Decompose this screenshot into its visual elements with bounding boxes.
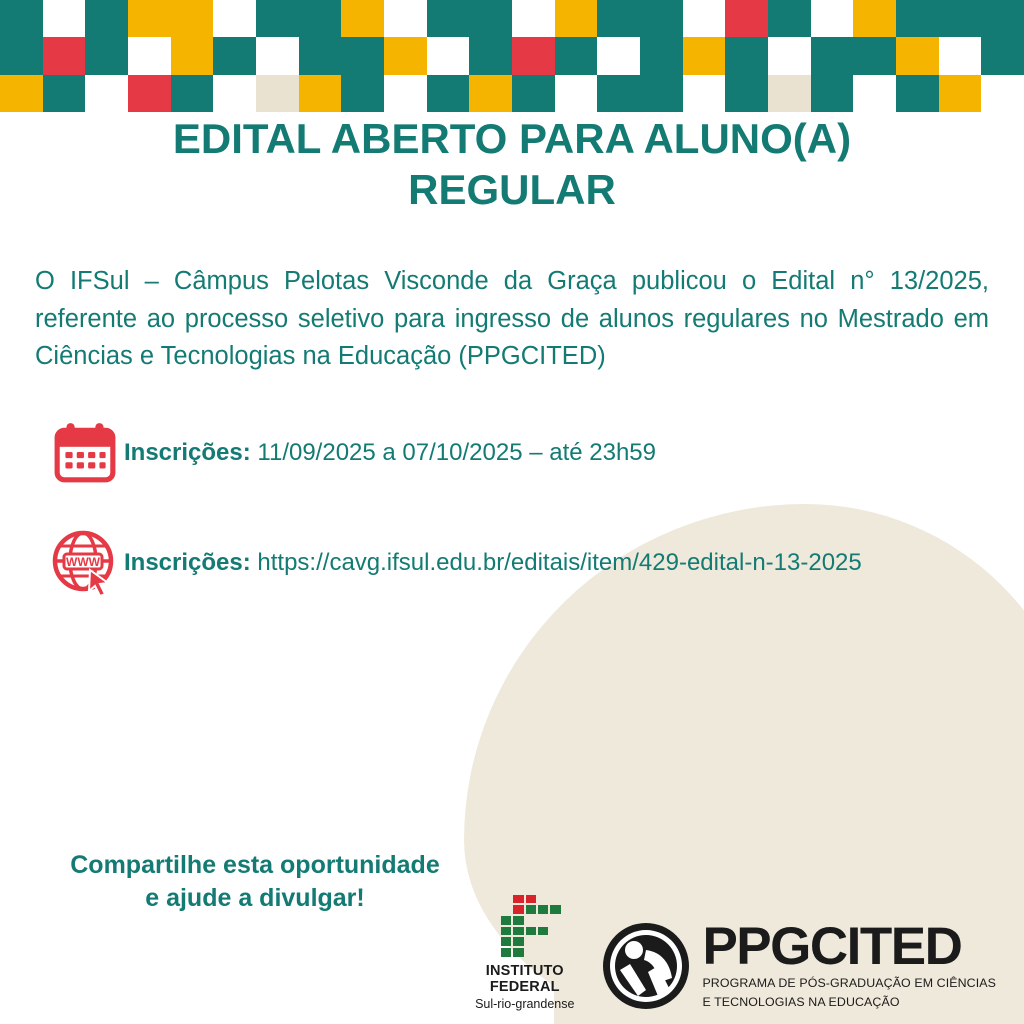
if-mark-cell	[513, 927, 523, 936]
if-mark-cell	[538, 916, 548, 925]
if-mark-cell	[501, 948, 511, 957]
if-mark-cell	[550, 937, 560, 946]
mosaic-cell	[256, 75, 299, 112]
mosaic-cell	[939, 37, 982, 74]
mosaic-cell	[128, 75, 171, 112]
mosaic-cell	[469, 75, 512, 112]
mosaic-cell	[555, 75, 598, 112]
mosaic-cell	[299, 0, 342, 37]
mosaic-cell	[555, 37, 598, 74]
mosaic-cell	[128, 0, 171, 37]
mosaic-cell	[768, 37, 811, 74]
mosaic-cell	[768, 0, 811, 37]
if-mark-cell	[550, 927, 560, 936]
info-value-link[interactable]: https://cavg.ifsul.edu.br/editais/item/429-edital-n-13-2025	[250, 549, 862, 577]
if-mark-cell	[526, 905, 536, 914]
if-mark-cell	[489, 937, 499, 946]
mosaic-cell	[213, 0, 256, 37]
mosaic-header-pattern	[0, 0, 1024, 112]
if-mark-cell	[489, 916, 499, 925]
if-mark-cell	[489, 948, 499, 957]
if-mark-cell	[526, 948, 536, 957]
instituto-federal-mark-icon	[489, 895, 561, 957]
mosaic-cell	[256, 37, 299, 74]
mosaic-cell	[853, 75, 896, 112]
if-mark-cell	[526, 916, 536, 925]
if-mark-cell	[513, 937, 523, 946]
mosaic-cell	[0, 37, 43, 74]
mosaic-cell	[853, 0, 896, 37]
mosaic-cell	[939, 0, 982, 37]
ppgcited-logo	[600, 916, 996, 1012]
if-mark-cell	[489, 895, 499, 904]
mosaic-cell	[896, 0, 939, 37]
mosaic-cell	[469, 37, 512, 74]
mosaic-cell	[597, 0, 640, 37]
info-value-dates: 11/09/2025 a 07/10/2025 – até 23h59	[250, 439, 656, 467]
if-mark-cell	[526, 927, 536, 936]
if-mark-cell	[526, 895, 536, 904]
mosaic-cell	[384, 37, 427, 74]
mosaic-cell	[384, 0, 427, 37]
mosaic-cell	[171, 37, 214, 74]
if-mark-cell	[526, 937, 536, 946]
mosaic-cell	[128, 37, 171, 74]
mosaic-cell	[640, 37, 683, 74]
info-text-dates	[124, 437, 656, 468]
info-row-dates	[30, 420, 994, 486]
mosaic-cell	[427, 37, 470, 74]
mosaic-cell	[725, 37, 768, 74]
if-name-line-1: INSTITUTO	[485, 962, 564, 979]
globe-www-icon	[46, 528, 124, 598]
mosaic-cell	[85, 0, 128, 37]
mosaic-cell	[427, 0, 470, 37]
if-mark-cell	[550, 916, 560, 925]
mosaic-cell	[853, 37, 896, 74]
mosaic-cell	[299, 75, 342, 112]
if-mark-cell	[538, 948, 548, 957]
ppgcited-sub-line-2: E TECNOLOGIAS NA EDUCAÇÃO	[702, 995, 900, 1010]
mosaic-cell	[384, 75, 427, 112]
mosaic-cell	[640, 75, 683, 112]
mosaic-cell	[640, 0, 683, 37]
mosaic-cell	[299, 37, 342, 74]
calendar-icon	[46, 420, 124, 486]
mosaic-cell	[85, 75, 128, 112]
mosaic-cell	[43, 75, 86, 112]
if-mark-cell	[550, 895, 560, 904]
mosaic-cell	[213, 37, 256, 74]
info-label-link: Inscrições:	[124, 549, 251, 577]
mosaic-cell	[256, 0, 299, 37]
ppgcited-mark-icon	[600, 920, 692, 1012]
if-mark-cell	[513, 905, 523, 914]
mosaic-cell	[341, 0, 384, 37]
mosaic-cell	[43, 0, 86, 37]
mosaic-cell	[171, 0, 214, 37]
share-line-1: Compartilhe esta oportunidade	[70, 850, 440, 879]
mosaic-cell	[469, 0, 512, 37]
page-subtitle-teal: EDITAL ABERTO PARA ALUNO(A) REGULAR	[172, 115, 852, 214]
mosaic-cell	[597, 75, 640, 112]
if-mark-cell	[501, 927, 511, 936]
mosaic-cell	[85, 37, 128, 74]
if-mark-cell	[538, 937, 548, 946]
if-mark-cell	[501, 895, 511, 904]
svg-text:WWW: WWW	[66, 554, 100, 569]
mosaic-cell	[512, 75, 555, 112]
info-label-dates: Inscrições:	[124, 439, 251, 467]
mosaic-cell	[171, 75, 214, 112]
if-mark-cell	[550, 948, 560, 957]
description-paragraph: O IFSul – Câmpus Pelotas Visconde da Graça publicou o Edital n° 13/2025, referente ao processo seletivo para ingresso de alunos regulares no Mestrado em Ciências e Tecnologias na Educação (PPGCITED)	[35, 267, 989, 371]
mosaic-cell	[683, 75, 726, 112]
if-mark-cell	[538, 927, 548, 936]
if-mark-cell	[513, 916, 523, 925]
if-name-line-2: FEDERAL	[489, 978, 560, 995]
mosaic-cell	[597, 37, 640, 74]
if-mark-cell	[550, 905, 560, 914]
mosaic-cell	[811, 0, 854, 37]
share-callout	[30, 849, 480, 917]
mosaic-cell	[768, 75, 811, 112]
if-subtitle: Sul-rio-grandense	[475, 997, 575, 1011]
if-mark-cell	[513, 895, 523, 904]
mosaic-cell	[725, 75, 768, 112]
if-mark-cell	[489, 905, 499, 914]
mosaic-cell	[896, 37, 939, 74]
if-mark-cell	[538, 905, 548, 914]
mosaic-cell	[427, 75, 470, 112]
if-mark-cell	[489, 927, 499, 936]
mosaic-cell	[341, 75, 384, 112]
if-mark-cell	[501, 916, 511, 925]
if-mark-cell	[501, 937, 511, 946]
if-mark-cell	[538, 895, 548, 904]
mosaic-cell	[981, 0, 1024, 37]
mosaic-cell	[512, 37, 555, 74]
mosaic-cell	[0, 75, 43, 112]
mosaic-cell	[811, 75, 854, 112]
mosaic-cell	[512, 0, 555, 37]
mosaic-cell	[683, 0, 726, 37]
instituto-federal-logo	[475, 895, 574, 1012]
share-line-2: e ajude a divulgar!	[145, 884, 365, 913]
logo-group	[475, 895, 996, 1012]
ppgcited-title: PPGCITED	[702, 916, 962, 976]
mosaic-cell	[896, 75, 939, 112]
mosaic-cell	[341, 37, 384, 74]
mosaic-cell	[725, 0, 768, 37]
mosaic-cell	[43, 37, 86, 74]
if-mark-cell	[513, 948, 523, 957]
mosaic-cell	[0, 0, 43, 37]
if-mark-cell	[501, 905, 511, 914]
info-row-link	[30, 528, 994, 598]
ppgcited-sub-line-1: PROGRAMA DE PÓS-GRADUAÇÃO EM CIÊNCIAS	[702, 976, 996, 991]
mosaic-cell	[811, 37, 854, 74]
ppgcited-wordmark	[702, 916, 996, 1010]
info-text-link[interactable]	[124, 547, 862, 578]
mosaic-cell	[981, 75, 1024, 112]
mosaic-cell	[939, 75, 982, 112]
mosaic-cell	[981, 37, 1024, 74]
mosaic-cell	[213, 75, 256, 112]
mosaic-cell	[555, 0, 598, 37]
mosaic-cell	[683, 37, 726, 74]
